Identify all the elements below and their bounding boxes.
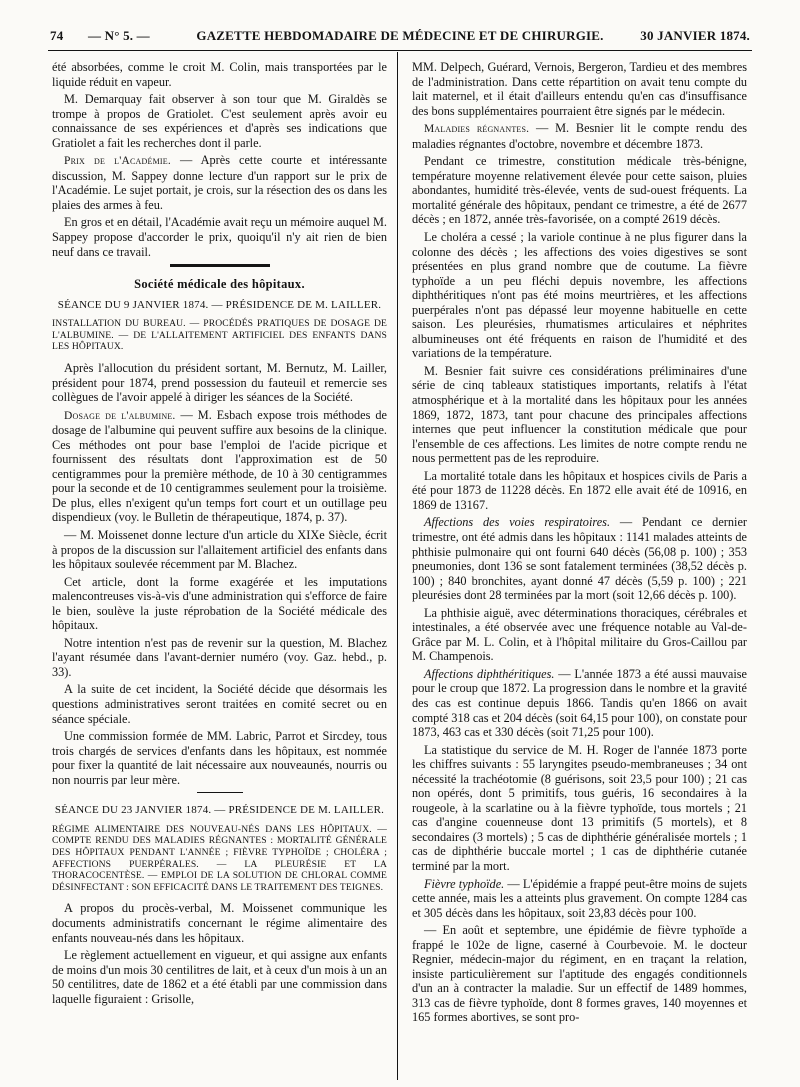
session-summary: RÉGIME ALIMENTAIRE DES NOUVEAU-NÉS DANS LES HÔPITAUX. — COMPTE RENDU DES MALADIES RÉGNANTES : MORTALITÉ GÉNÉRALE DES HÔPITAUX PENDANT L'ANNÉE ; FIÈVRE TYPHOÏDE ; CHOLÉRA ; AFFECTIONS PUERPÉRALES. — LA PLEURÉSIE ET LA THORACOCENTÈSE. — EMPLOI DE LA SOLUTION DE CHLORAL COMME DÉSINFECTANT : SON EFFICACITÉ DANS LE TRAITEMENT DES TEIGNES. <box>52 823 387 893</box>
paragraph-text: — Après cette courte et intéressante discussion, M. Sappey donne lecture d'un rapport sur le prix de l'Académie. Le sujet portait, je crois, sur la résection des os dans les plaies des armes à feu. <box>52 153 387 212</box>
rubric: Prix de l'Académie. <box>64 155 171 168</box>
issue-number: — N° 5. — <box>88 28 150 43</box>
paragraph: Après l'allocution du président sortant, M. Bernutz, M. Lailler, président pour 1874, prend possession du fauteuil et remercie ses collègues de l'avoir appelé à diriger les séances de la Société. <box>52 360 387 405</box>
paragraph <box>52 408 387 525</box>
paragraph-text: — L'épidémie a frappé peut-être moins de sujets cette année, mais les a atteints plus gravement. On compte 1284 cas et 305 décès dans les hôpitaux, soit 23,83 décès pour 100. <box>412 876 747 920</box>
paragraph: été absorbées, comme le croit M. Colin, mais transportées par le liquide réduit en vapeur. <box>52 60 387 89</box>
page-number: 74 <box>50 28 64 43</box>
paragraph: M. Besnier fait suivre ces considérations préliminaires d'une série de cinq tableaux statistiques importants, relatifs à l'état atmosphérique et à la mortalité dans les hôpitaux pour les années 1869, 1872, 1873, tant pour chacune des principales affections internes que peut influencer la constitution médicale que pour l'ensemble de ces affections. Les limites de notre compte rendu ne nous permettent pas de les reproduire. <box>412 363 747 466</box>
rubric: Affections des voies respiratoires. <box>424 515 611 530</box>
paragraph <box>412 121 747 151</box>
paragraph: La phthisie aiguë, avec déterminations thoraciques, cérébrales et intestinales, a été observée avec une fréquence notable au Val-de-Grâce par M. L. Colin, et à l'hôpital militaire du Gros-Caillou par M. Champenois. <box>412 605 747 664</box>
paragraph: En gros et en détail, l'Académie avait reçu un mémoire auquel M. Sappey propose d'accorder le prix, quoiqu'il n'y ait rien de bien neuf dans ce travail. <box>52 215 387 259</box>
paragraph: La statistique du service de M. H. Roger de l'année 1873 porte les chiffres suivants : 55 laryngites pseudo-membraneuses ; 34 ont nécessité la trachéotomie (8 guérisons, soit 23,5 pour 100) ; 21 cas non opérés, dont 5 primitifs, tous guéris, 16 secondaires à la rougeole, à la scarlatine ou à la fièvre typhoïde, tous mortels ; 21 cas d'angine couenneuse dont 13 primitifs (5 mortels), et 8 secondaires (3 mortels) ; 5 cas de diphthérie généralisée mortels ; 1 cas de diphthérie buccale mortel ; 1 cas de diphthérie cutanée terminé par la mort. <box>412 742 747 873</box>
paragraph <box>412 877 747 921</box>
page-header <box>50 28 750 46</box>
paragraph: Pendant ce trimestre, constitution médicale très-bénigne, température moyenne relativement élevée pour cette saison, pluies abondantes, humidité très-élevée, vents de sud-ouest fréquents. La mortalité générale des hôpitaux, pendant ce trimestre, a été de 2677 décès ; en 1872, année très-favorisée, on a compté 2619 décès. <box>412 154 747 227</box>
paragraph: Cet article, dont la forme exagérée et les imputations malencontreuses vis-à-vis d'une administration qui s'efforce de faire le bien, soulève la juste réprobation de la Société médicale des hôpitaux. <box>52 574 387 633</box>
paragraph-text: — M. Esbach expose trois méthodes de dosage de l'albumine qui peuvent suffire aux besoins de la clinique. Ces méthodes ont pour base l'emploi de l'acide picrique et fournissent des résultats dont l'approximation est de 50 centigrammes pour la première méthode, de 10 à 30 centigrammes pour la seconde et de 10 centigrammes seulement pour la troisième. De plus, elles n'exigent qu'un temps fort court et un outillage peu dispendieux (voy. le Bulletin de thérapeutique, 1874, p. 37). <box>52 407 387 525</box>
rubric: Fièvre typhoïde. <box>424 876 505 891</box>
seance-heading: SÉANCE DU 9 JANVIER 1874. — PRÉSIDENCE DE M. LAILLER. <box>57 298 382 311</box>
paragraph <box>412 515 747 602</box>
issue-date: 30 JANVIER 1874. <box>640 28 750 43</box>
paragraph-text: — Pendant ce dernier trimestre, ont été admis dans les hôpitaux : 1141 malades atteints de phthisie pulmonaire qui ont fourni 640 décès (56,08 p. 100) ; 353 pneumonies, dont 136 se sont fatalement terminées (38,52 décès p. 100) ; 840 bronchites, ayant donné 47 décès (5,59 p. 100) ; 221 pleurésies dont 28 terminées par la mort (soit 12,66 décès p. 100). <box>412 515 747 603</box>
column-divider <box>397 52 398 1080</box>
paragraph: Une commission formée de MM. Labric, Parrot et Sircdey, tous trois chargés de services d'enfants dans les hôpitaux, est nommée pour fixer la quantité de lait nécessaire aux nouveaunés, nourris ou non nourris par leur mère. <box>52 729 387 787</box>
paragraph: — M. Moissenet donne lecture d'un article du XIXe Siècle, écrit à propos de la discussion sur l'allaitement artificiel des enfants dans les hôpitaux soulevée récemment par M. Blachez. <box>52 528 387 572</box>
paragraph-text: — M. Besnier lit le compte rendu des maladies régnantes d'octobre, novembre et décembre 1873. <box>412 121 747 151</box>
rubric: Maladies régnantes. <box>424 123 530 136</box>
paragraph: MM. Delpech, Guérard, Vernois, Bergeron, Tardieu et des membres de l'administration. Dans cette répartition on avait tenu compte du lait maternel, et il était d'ailleurs entendu qu'en cas d'insuffisance des bons supplémentaires pourraient être signés par le médecin. <box>412 60 747 118</box>
right-column <box>412 60 747 1080</box>
session-separator <box>197 792 243 793</box>
paragraph: M. Demarquay fait observer à son tour que M. Giraldès se trompe à propos de Gratiolet. C'est seulement après avoir eu connaissance de ses expériences et d'après ses indications que Gratiolet a fait les recherches dont il parle. <box>52 92 387 150</box>
paragraph: A propos du procès-verbal, M. Moissenet communique les documents administratifs concernant le régime alimentaire des enfants nouveau-nés dans les hôpitaux. <box>52 901 387 945</box>
header-rule <box>48 50 752 51</box>
paragraph <box>412 667 747 740</box>
section-title: Société médicale des hôpitaux. <box>134 277 305 292</box>
session-summary: INSTALLATION DU BUREAU. — PROCÉDÉS PRATIQUES DE DOSAGE DE L'ALBUMINE. — DE L'ALLAITEMENT ARTIFICIEL DES ENFANTS DANS LES HÔPITAUX. <box>52 318 387 353</box>
paragraph: La mortalité totale dans les hôpitaux et hospices civils de Paris a été pour 1873 de 11228 décès. En 1872 elle avait été de 10916, en 1869 de 13167. <box>412 468 747 512</box>
paragraph <box>52 153 387 212</box>
rubric: Dosage de l'albumine. <box>64 409 176 422</box>
paragraph: Notre intention n'est pas de revenir sur la question, M. Blachez l'ayant résumée dans l'avant-dernier numéro (voy. Gaz. hebd., p. 33). <box>52 635 387 679</box>
section-separator <box>170 264 270 267</box>
left-column <box>52 60 387 1080</box>
paragraph: Le choléra a cessé ; la variole continue à ne plus figurer dans la colonne des décès ; les affections des voies digestives se sont présentées en plus grand nombre que de coutume. La fièvre typhoïde a un peu fléchi depuis novembre, les affections diphthéritiques n'ont pas été moins meurtrières, et les affections puerpérales n'ont pas dépassé leur moyenne habituelle en cette saison. Les pleurésies, rhumatismes articulaires et néphrites albumineuses ont été fréquents en raison de l'humidité et des variations de la température. <box>412 230 747 361</box>
paragraph: — En août et septembre, une épidémie de fièvre typhoïde a frappé le 102e de ligne, caserné à Courbevoie. M. le docteur Regnier, médecin-major du régiment, en en traçant la relation, insiste particulièrement sur l'aptitude des engagés conditionnels d'un an à contracter la maladie. Sur un effectif de 1489 hommes, 313 cas de fièvre typhoïde, dont 8 formes graves, 140 moyennes et 165 formes abortives, se sont pro- <box>412 923 747 1025</box>
rubric: Affections diphthéritiques. <box>424 666 555 681</box>
paragraph-text: — L'année 1873 a été aussi mauvaise pour le croup que 1872. La progression dans le nombre et la gravité des cas est continue depuis 1866. Tandis qu'en 1866 on avait compté 318 cas et 204 décès (soit 64,15 pour 100), on constate pour 1873, 463 cas et 330 décès (soit 71,25 pour 100). <box>412 666 747 740</box>
journal-title: GAZETTE HEBDOMADAIRE DE MÉDECINE ET DE CHIRURGIE. <box>196 28 604 43</box>
paragraph: Le règlement actuellement en vigueur, et qui assigne aux enfants de moins d'un mois 30 centilitres de lait, et à ceux d'un mois à un an 50 centilitres, date de 1862 et a été établi par une commission dans laquelle figuraient : Grisolle, <box>52 948 387 1006</box>
seance-heading: SÉANCE DU 23 JANVIER 1874. — PRÉSIDENCE DE M. LAILLER. <box>54 804 385 817</box>
paragraph: A la suite de cet incident, la Société décide que désormais les questions administratives seront traitées en comité secret ou en séance spéciale. <box>52 682 387 726</box>
